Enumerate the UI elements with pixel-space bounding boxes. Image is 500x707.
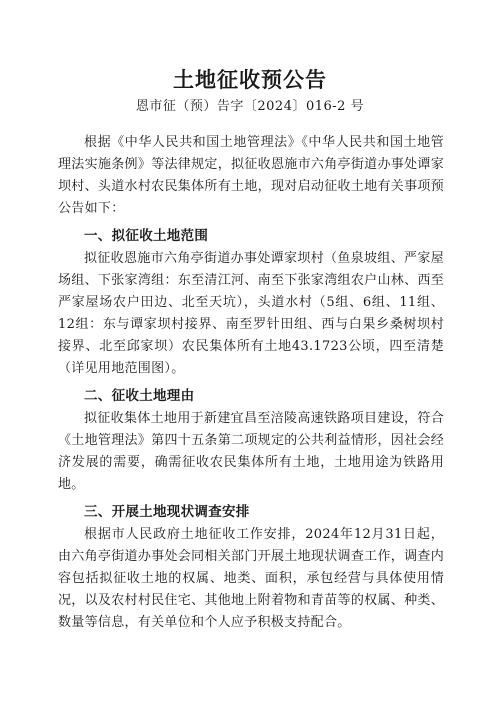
- section-text-survey: 根据市人民政府土地征收工作安排，2024年12月31日起，由六角亭街道办事处会同相关部门开展土地现状调查工作，调查内容包括拟征收土地的权属、地类、面积，承包经营与具体使用情况，以及农村村民住宅、其他地上附着物和青苗等的权属、种类、数量等信息，有关单位和个人应予积极支持配合。: [58, 527, 444, 630]
- document-body: [58, 132, 444, 634]
- document-number: 恩市征（预）告字〔2024〕016-2 号: [135, 99, 365, 114]
- section-text-scope: 拟征收恩施市六角亭街道办事处谭家坝村（鱼泉坡组、严家屋场组、下张家湾组：东至清江河、南至下张家湾组农户山林、西至严家屋场农户田边、北至天坑），头道水村（5组、6组、11组、12组：东与谭家坝村接界、南至罗针田组、西与白果乡桑树坝村接界、北至邱家坝）农民集体所有土地43.1723公顷，四至清楚（详见用地范围图）。: [58, 251, 444, 376]
- section-heading-scope: 一、拟征收土地范围: [84, 228, 209, 244]
- intro-paragraph: 根据《中华人民共和国土地管理法》《中华人民共和国土地管理法实施条例》等法律规定，拟征收恩施市六角亭街道办事处谭家坝村、头道水村农民集体所有土地，现对启动征收土地有关事项预公告如下：: [58, 135, 444, 216]
- section-heading-reason: 二、征收土地理由: [84, 388, 195, 404]
- section-heading-survey: 三、开展土地现状调查安排: [84, 504, 250, 520]
- document-title: 土地征收预公告: [173, 67, 327, 92]
- section-text-reason: 拟征收集体土地用于新建宜昌至涪陵高速铁路项目建设，符合《土地管理法》第四十五条第二项规定的公共利益情形，因社会经济发展的需要，确需征收农民集体所有土地，土地用途为铁路用地。: [58, 411, 444, 492]
